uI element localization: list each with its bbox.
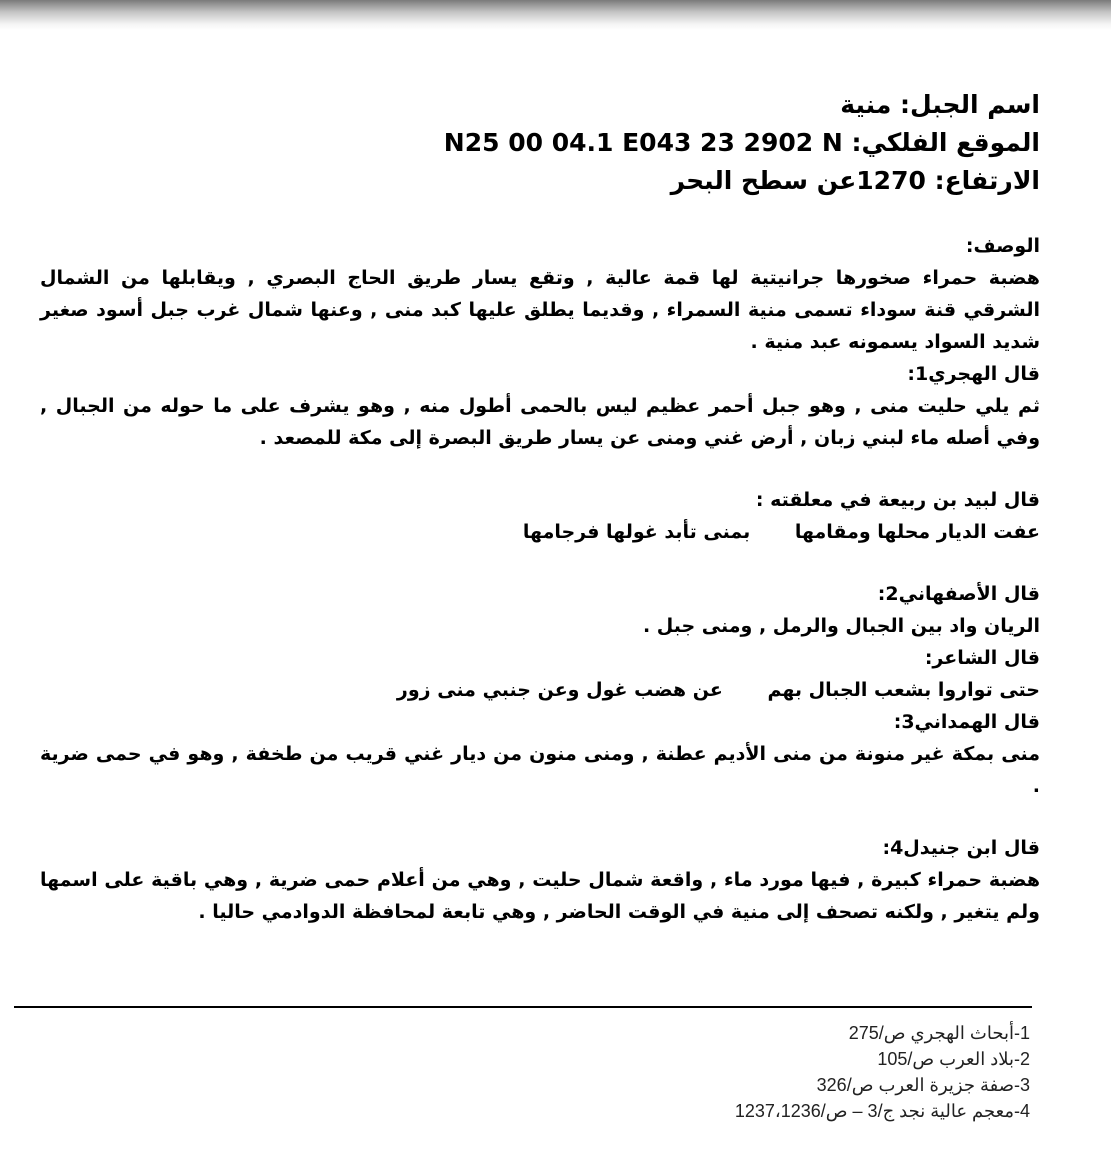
mountain-location: الموقع الفلكي: N25 00 04.1 E043 23 2902 N [443, 128, 1040, 157]
footnotes [40, 1020, 1030, 1124]
hamdani-text: منى بمكة غير منونة من منى الأديم عطنة , ومنى منون من ديار غني قريب من طخفة , وهو في حمى ضرية . [40, 743, 1040, 797]
labid-hemistich-2: بمنى تأبد غولها فرجامها [522, 521, 751, 543]
description-heading: الوصف: [965, 235, 1040, 257]
footnote-divider [14, 1006, 1032, 1008]
labid-verse [40, 516, 1040, 548]
junaidil-heading: قال ابن جنيدل4: [882, 837, 1040, 859]
poet-hemistich-1: حتى تواروا بشعب الجبال بهم [767, 679, 1040, 701]
hajari-text: ثم يلي حليت منى , وهو جبل أحمر عظيم ليس بالحمى أطول منه , وهو يشرف على ما حوله من الجبال , وفي أصله ماء لبني زبان , أرض غني ومنى عن يسار طريق البصرة إلى مكة للمصعد . [40, 395, 1040, 449]
poet-verse [40, 674, 1040, 706]
mountain-elevation: الارتفاع: 1270عن سطح البحر [670, 166, 1040, 195]
mountain-header [40, 86, 1040, 200]
footnote-item: 4-معجم عالية نجد ج/3 – ص/1237،1236 [734, 1101, 1030, 1121]
junaidil-text: هضبة حمراء كبيرة , فيها مورد ماء , واقعة شمال حليت , وهي من أعلام حمى ضرية , وهي باقية على اسمها ولم يتغير , ولكنه تصحف إلى منية في الوقت الحاضر , وهي تابعة لمحافظة الدوادمي حاليا . [40, 869, 1040, 923]
hajari-heading: قال الهجري1: [907, 363, 1040, 385]
mountain-name: اسم الجبل: منية [840, 90, 1040, 119]
labid-hemistich-1: عفت الديار محلها ومقامها [794, 521, 1040, 543]
description-text: هضبة حمراء صخورها جرانيتية لها قمة عالية , وتقع يسار طريق الحاج البصري , ويقابلها من الشمال الشرقي قنة سوداء تسمى منية السمراء , وقديما يطلق عليها كبد منى , وعنها شمال غرب جبل أسود صغير شديد السواد يسمونه عبد منية . [40, 267, 1040, 353]
poet-hemistich-2: عن هضب غول وعن جنبي منى زور [396, 679, 723, 701]
isfahani-text: الريان واد بين الجبال والرمل , ومنى جبل . [642, 615, 1040, 637]
page-top-shadow [0, 0, 1111, 30]
document-body [40, 86, 1040, 928]
footnote-item: 2-بلاد العرب ص/105 [877, 1049, 1030, 1069]
footnote-item: 3-صفة جزيرة العرب ص/326 [816, 1075, 1030, 1095]
footnote-item: 1-أبحاث الهجري ص/275 [848, 1023, 1030, 1043]
hamdani-heading: قال الهمداني3: [893, 711, 1040, 733]
labid-heading: قال لبيد بن ربيعة في معلقته : [755, 489, 1040, 511]
document-content [40, 230, 1040, 928]
isfahani-heading: قال الأصفهاني2: [877, 583, 1040, 605]
poet-heading: قال الشاعر: [924, 647, 1040, 669]
